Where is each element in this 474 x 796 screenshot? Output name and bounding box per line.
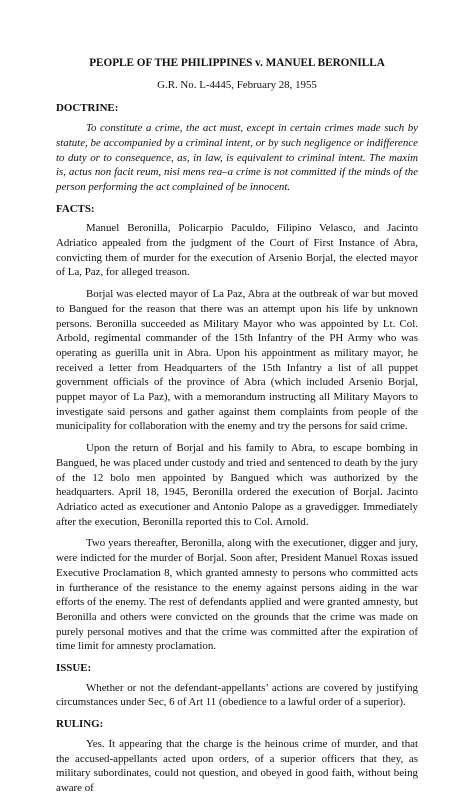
doctrine-text: To constitute a crime, the act must, except in certain crimes made such by statute, be accompanied by a criminal intent, or by such negligence or indifference to duty or to consequence, as, in law, is equivalent to criminal intent. The maxim is, actus non facit reum, nisi mens rea–a crime is not committed if the minds of the person performing the act complained of be innocent. <box>56 122 418 193</box>
facts-paragraph: Two years thereafter, Beronilla, along with the executioner, digger and jury, were indicted for the murder of Borjal. Soon after, President Manuel Roxas issued Executive Proclamation 8, which granted amnesty to persons who committed acts in furtherance of the resistance to the enemy against persons aiding in the war efforts of the enemy. The rest of defendants applied and were granted amnesty, but Beronilla and others were convicted on the grounds that the crime was made on purely personal motives and that the crime was committed after the expiration of time limit for amnesty proclamation. <box>56 537 418 653</box>
facts-heading: FACTS: <box>56 202 95 215</box>
facts-paragraph: Upon the return of Borjal and his family to Abra, to escape bombing in Bangued, he was placed under custody and tried and sentenced to death by the jury of the 12 bolo men appointed by Bangued which was authorized by the headquarters. April 18, 1945, Beronilla ordered the execution of Borjal. Jacinto Adriatico acted as executioner and Antonio Palope as a gravedigger. Immediately after the execution, Beronilla reported this to Col. Arnold. <box>56 442 418 528</box>
case-title: PEOPLE OF THE PHILIPPINES v. MANUEL BERONILLA <box>89 57 385 69</box>
case-citation: G.R. No. L-4445, February 28, 1955 <box>157 78 317 91</box>
issue-text: Whether or not the defendant-appellants’ actions are covered by justifying circumstances under Sec, 6 of Art 11 (obedience to a lawful order of a superior). <box>56 681 418 709</box>
issue-heading: ISSUE: <box>56 662 92 675</box>
facts-paragraph: Manuel Beronilla, Policarpio Paculdo, Filipino Velasco, and Jacinto Adriatico appealed from the judgment of the Court of First Instance of Abra, convicting them of murder for the execution of Arsenio Borjal, the elected mayor of La, Paz, for alleged treason. <box>56 222 418 279</box>
doctrine-heading: DOCTRINE: <box>56 102 119 115</box>
ruling-heading: RULING: <box>56 718 104 731</box>
ruling-text: Yes. It appearing that the charge is the heinous crime of murder, and that the accused-appellants acted upon orders, of a superior officers that they, as military subordinates, could not question, and obeyed in good faith, without being aware of <box>56 737 418 794</box>
facts-paragraph: Borjal was elected mayor of La Paz, Abra at the outbreak of war but moved to Bangued for the reason that there was an attempt upon his life by unknown persons. Beronilla succeeded as Military Mayor who was appointed by Lt. Col. Arbold, regimental commander of the 15th Infantry of the PH Army who was operating as guerilla unit in Abra. Upon his appointment as military mayor, he received a letter from Headquarters of the 15th Infantry a list of all puppet government officials of the province of Abra (which included Arsenio Borjal, puppet mayor of La Paz), with a memorandum instructing all Military Mayors to investigate said persons and gather against them complaints from people of the municipality for collaboration with the enemy and try the persons for said crime. <box>56 288 418 433</box>
